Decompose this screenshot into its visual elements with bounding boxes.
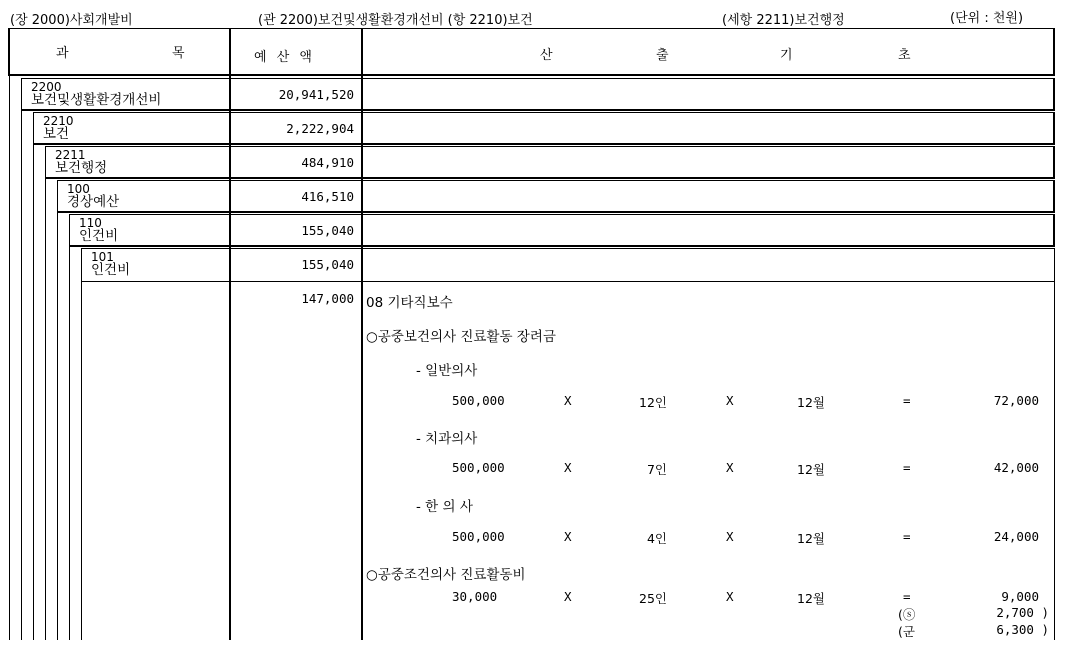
sub-general-label: - 일반의사 (416, 363, 478, 379)
basis-heading-3: 기 (780, 48, 793, 63)
table-top-border (8, 28, 1055, 29)
split1-label: (ⓢ (898, 607, 916, 622)
split2-label: (군 (898, 624, 915, 639)
row-2211-bottom (45, 177, 1055, 179)
indent-line-3 (45, 146, 46, 640)
row-2200-top (21, 78, 1055, 79)
basis-heading-1: 산 (540, 48, 553, 63)
row-100-bottom (57, 211, 1055, 213)
row-110-bottom (69, 245, 1055, 247)
indent-line-5 (69, 214, 70, 640)
basis-col-left-border (361, 28, 363, 640)
row-2210-right (1053, 112, 1055, 145)
indent-line-0 (9, 76, 10, 640)
row-2210-bottom (33, 143, 1055, 145)
group2-title: ○공중조건의사 진료활동비 (366, 567, 526, 583)
row-2211-right (1053, 146, 1055, 179)
item-label: (세항 2211)보건행정 (722, 13, 845, 28)
row-110-right (1053, 214, 1055, 247)
detail-amount: 147,000 (301, 291, 354, 306)
sub-dental-label: - 치과의사 (416, 431, 478, 447)
row-100-name: 경상예산 (67, 194, 120, 210)
group1-title: ○공중보건의사 진료활동 장려금 (366, 329, 556, 345)
sub-oriental-label: - 한 의 사 (416, 499, 473, 515)
row-2200-right (1053, 78, 1055, 111)
row-2200-code: 2200 (31, 80, 62, 94)
split2-value: 6,300 ) (996, 622, 1049, 637)
row-2200-bottom (21, 109, 1055, 111)
detail-title: 08 기타직보수 (366, 295, 453, 311)
basis-heading-4: 초 (898, 48, 911, 63)
row-2211-top (45, 146, 1055, 147)
header-left-border (8, 28, 10, 76)
basis-heading-2: 출 (656, 48, 669, 63)
row-110-amount: 155,040 (301, 223, 354, 238)
row-101-amount: 155,040 (301, 257, 354, 272)
row-101-name: 인건비 (91, 262, 131, 278)
subject-heading-b: 목 (172, 46, 185, 61)
row-110-name: 인건비 (79, 228, 119, 244)
indent-line-1 (21, 78, 22, 640)
chapter-label: (장 2000)사회개발비 (10, 13, 133, 28)
budget-heading: 예 산 액 (254, 50, 312, 65)
row-2210-name: 보건 (43, 126, 70, 142)
row-100-amount: 416,510 (301, 189, 354, 204)
header-right-border (1053, 28, 1055, 76)
table-right-border (1054, 248, 1055, 640)
row-100-top (57, 180, 1055, 181)
row-2210-top (33, 112, 1055, 113)
indent-line-6 (81, 248, 82, 640)
row-101-top (81, 248, 1055, 249)
row-2210-amount: 2,222,904 (286, 121, 354, 136)
row-101-bottom (81, 281, 1055, 282)
unit-label: (단위 : 천원) (950, 11, 1024, 26)
row-2211-amount: 484,910 (301, 155, 354, 170)
row-2200-amount: 20,941,520 (278, 87, 354, 102)
row-2211-code: 2211 (55, 148, 86, 162)
row-110-top (69, 214, 1055, 215)
row-110-code: 110 (79, 216, 102, 230)
indent-line-2 (33, 112, 34, 640)
subject-heading-a: 과 (56, 46, 69, 61)
header-bottom-border (8, 74, 1055, 76)
section-label: (관 2200)보건및생활환경개선비 (항 2210)보건 (258, 13, 533, 28)
indent-line-4 (57, 180, 58, 640)
row-2210-code: 2210 (43, 114, 74, 128)
budget-col-left-border (229, 28, 231, 640)
row-100-right (1053, 180, 1055, 213)
row-100-code: 100 (67, 182, 90, 196)
row-2211-name: 보건행정 (55, 160, 108, 176)
row-101-code: 101 (91, 250, 114, 264)
split1-value: 2,700 ) (996, 605, 1049, 620)
row-2200-name: 보건및생활환경개선비 (31, 92, 162, 108)
